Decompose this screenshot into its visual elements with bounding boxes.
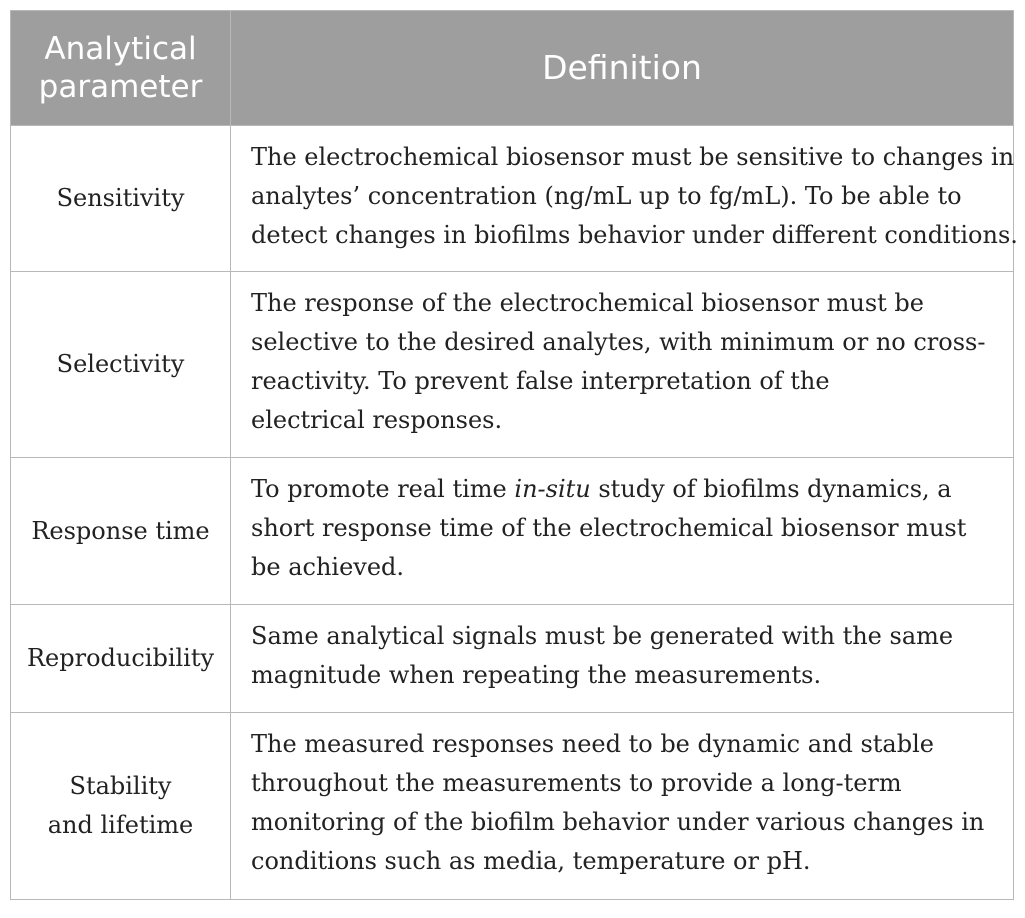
definition-line: The measured responses need to be dynamic and stable	[251, 730, 934, 758]
definition-line: selective to the desired analytes, with minimum or no cross-	[251, 328, 986, 356]
param-cell: Response time	[11, 458, 231, 605]
definition-line: monitoring of the biofilm behavior under various changes in	[251, 808, 985, 836]
definition-cell	[231, 458, 1014, 605]
definition-cell	[231, 605, 1014, 713]
param-cell: Stability and lifetime	[11, 713, 231, 900]
param-cell: Sensitivity	[11, 126, 231, 272]
definition-text: To promote real time	[251, 475, 515, 503]
definition-line: analytes’ concentration (ng/mL up to fg/mL). To be able to	[251, 182, 962, 210]
param-cell: Selectivity	[11, 272, 231, 458]
definition-line: reactivity. To prevent false interpretation of the	[251, 367, 830, 395]
definition-line: magnitude when repeating the measurements.	[251, 661, 822, 689]
table-row	[11, 126, 1014, 272]
table-header-row	[11, 11, 1014, 126]
parameter-table	[10, 10, 1018, 900]
definition-line: conditions such as media, temperature or pH.	[251, 847, 811, 875]
table-row	[11, 605, 1014, 713]
definition-text: study of biofilms dynamics, a	[590, 475, 952, 503]
definition-line: Same analytical signals must be generated with the same	[251, 622, 954, 650]
definition-line: throughout the measurements to provide a long-term	[251, 769, 902, 797]
italic-term: in-situ	[514, 475, 591, 503]
header-analytical-parameter: Analytical parameter	[11, 11, 231, 126]
header-definition: Definition	[231, 11, 1014, 126]
table-row	[11, 713, 1014, 900]
definition-line: detect changes in biofilms behavior under different conditions.	[251, 221, 1018, 249]
table-row	[11, 458, 1014, 605]
param-cell: Reproducibility	[11, 605, 231, 713]
definition-cell	[231, 272, 1014, 458]
definition-line	[251, 470, 999, 509]
definition-line: electrical responses.	[251, 406, 503, 434]
definition-cell	[231, 126, 1018, 272]
definition-line: be achieved.	[251, 553, 405, 581]
table-row	[11, 272, 1014, 458]
definition-line: The response of the electrochemical biosensor must be	[251, 289, 924, 317]
definition-line: The electrochemical biosensor must be sensitive to changes in	[251, 143, 1015, 171]
definition-line: short response time of the electrochemical biosensor must	[251, 514, 967, 542]
definition-cell	[231, 713, 1014, 900]
